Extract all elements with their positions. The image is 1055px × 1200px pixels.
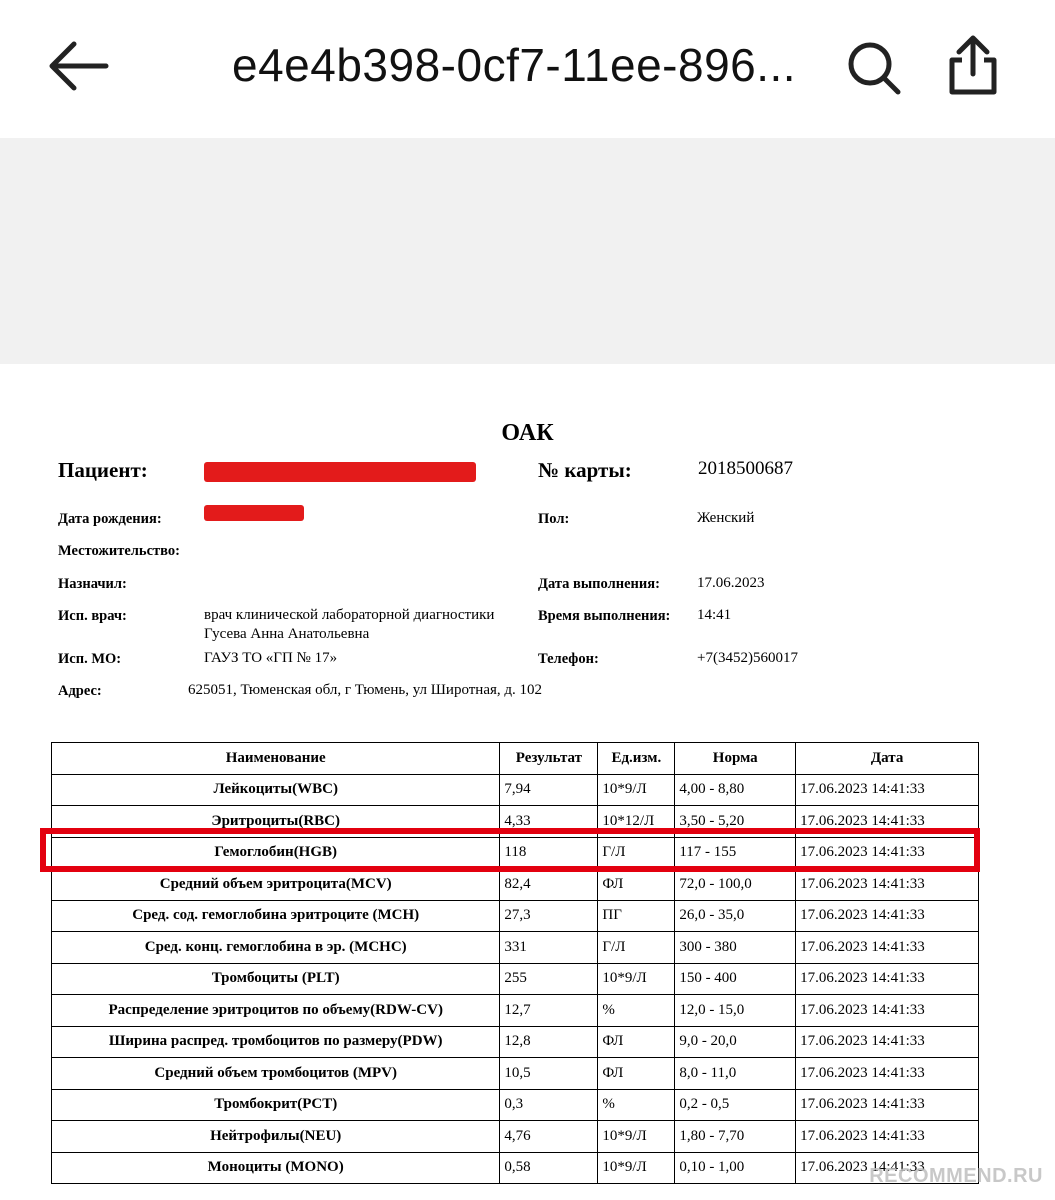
cell-result: 27,3 [500,900,598,932]
search-icon [842,36,906,100]
cell-unit: 10*9/Л [598,774,675,806]
doctor-value-line2: Гусева Анна Анатольевна [204,626,370,642]
exec-time-label: Время выполнения: [538,608,671,624]
document-page [0,364,1055,1200]
site-watermark: RECOMMEND.RU [869,1165,1043,1187]
prescribed-label: Назначил: [58,576,127,592]
cell-unit: % [598,1089,675,1121]
document-title: ОАК [501,420,554,446]
search-button[interactable] [842,36,906,100]
table-row [52,869,979,901]
exec-time-value: 14:41 [697,607,732,623]
cell-name: Сред. сод. гемоглобина эритроците (MCH) [52,900,500,932]
cell-result: 0,58 [500,1152,598,1184]
address-value: 625051, Тюменская обл, г Тюмень, ул Широтная, д. 102 [188,682,543,698]
cell-date: 17.06.2023 14:41:33 [796,995,979,1027]
share-button[interactable] [940,30,1006,100]
mo-value: ГАУЗ ТО «ГП № 17» [204,650,338,666]
cell-name: Ширина распред. тромбоцитов по размеру(PDW) [52,1026,500,1058]
cell-date: 17.06.2023 14:41:33 [796,1152,979,1184]
table-row [52,995,979,1027]
cell-date: 17.06.2023 14:41:33 [796,932,979,964]
cell-result: 255 [500,963,598,995]
cell-norm: 150 - 400 [675,963,796,995]
cell-name: Распределение эритроцитов по объему(RDW-CV) [52,995,500,1027]
cell-unit: 10*12/Л [598,806,675,838]
cell-name: Лейкоциты(WBC) [52,774,500,806]
sex-value: Женский [697,510,755,526]
cell-result: 4,76 [500,1121,598,1153]
share-icon [940,30,1006,100]
file-title: e4e4b398-0cf7-11ee-896... [232,39,797,91]
mo-label: Исп. МО: [58,651,122,667]
cell-norm: 26,0 - 35,0 [675,900,796,932]
card-value: 2018500687 [698,458,793,479]
redaction-patient [204,462,476,482]
cell-name: Моноциты (MONO) [52,1152,500,1184]
header-norm: Норма [675,743,796,775]
cell-unit: 10*9/Л [598,1152,675,1184]
cell-date: 17.06.2023 14:41:33 [796,1026,979,1058]
address-label: Адрес: [58,683,102,699]
table-header-row [52,743,979,775]
redaction-dob [204,505,304,521]
exec-date-value: 17.06.2023 [697,575,765,591]
cell-result: 12,7 [500,995,598,1027]
header-unit: Ед.изм. [598,743,675,775]
cell-date: 17.06.2023 14:41:33 [796,1058,979,1090]
dob-label: Дата рождения: [58,511,162,527]
cell-unit: Г/Л [598,837,675,869]
cell-unit: 10*9/Л [598,963,675,995]
preview-loading-band [0,138,1055,364]
cell-name: Эритроциты(RBC) [52,806,500,838]
cell-unit: Г/Л [598,932,675,964]
residence-label: Местожительство: [58,543,180,559]
cell-unit: ФЛ [598,1058,675,1090]
cell-date: 17.06.2023 14:41:33 [796,806,979,838]
cell-name: Средний объем тромбоцитов (MPV) [52,1058,500,1090]
header-date: Дата [796,743,979,775]
cell-norm: 3,50 - 5,20 [675,806,796,838]
cell-norm: 72,0 - 100,0 [675,869,796,901]
cell-date: 17.06.2023 14:41:33 [796,837,979,869]
arrow-left-icon [40,36,114,96]
results-table [51,742,979,1184]
cell-result: 12,8 [500,1026,598,1058]
cell-name: Сред. конц. гемоглобина в эр. (MCHC) [52,932,500,964]
cell-result: 4,33 [500,806,598,838]
cell-result: 118 [500,837,598,869]
cell-norm: 300 - 380 [675,932,796,964]
cell-name: Тромбоциты (PLT) [52,963,500,995]
cell-norm: 9,0 - 20,0 [675,1026,796,1058]
cell-result: 331 [500,932,598,964]
cell-date: 17.06.2023 14:41:33 [796,869,979,901]
header-result: Результат [500,743,598,775]
cell-unit: ПГ [598,900,675,932]
cell-unit: ФЛ [598,1026,675,1058]
cell-norm: 1,80 - 7,70 [675,1121,796,1153]
patient-label: Пациент: [58,458,148,482]
cell-name: Гемоглобин(HGB) [52,837,500,869]
card-label: № карты: [538,458,632,482]
table-row [52,932,979,964]
phone-value: +7(3452)560017 [697,650,798,666]
table-row [52,1152,979,1184]
phone-label: Телефон: [538,651,599,667]
cell-date: 17.06.2023 14:41:33 [796,963,979,995]
cell-date: 17.06.2023 14:41:33 [796,1121,979,1153]
cell-norm: 0,10 - 1,00 [675,1152,796,1184]
sex-label: Пол: [538,511,570,527]
cell-result: 10,5 [500,1058,598,1090]
cell-unit: ФЛ [598,869,675,901]
cell-norm: 4,00 - 8,80 [675,774,796,806]
cell-norm: 117 - 155 [675,837,796,869]
cell-unit: 10*9/Л [598,1121,675,1153]
table-row [52,1026,979,1058]
table-row [52,1089,979,1121]
cell-date: 17.06.2023 14:41:33 [796,900,979,932]
cell-result: 82,4 [500,869,598,901]
cell-date: 17.06.2023 14:41:33 [796,774,979,806]
cell-norm: 8,0 - 11,0 [675,1058,796,1090]
cell-unit: % [598,995,675,1027]
doctor-value-line1: врач клинической лабораторной диагностики [204,607,495,623]
table-row [52,900,979,932]
highlight-box-hemoglobin [40,828,980,872]
cell-norm: 12,0 - 15,0 [675,995,796,1027]
doctor-label: Исп. врач: [58,608,127,624]
cell-result: 0,3 [500,1089,598,1121]
table-row [52,1058,979,1090]
cell-name: Тромбокрит(PCT) [52,1089,500,1121]
app-bar [0,0,1055,135]
table-row [52,1121,979,1153]
cell-date: 17.06.2023 14:41:33 [796,1089,979,1121]
cell-name: Нейтрофилы(NEU) [52,1121,500,1153]
header-name: Наименование [52,743,500,775]
cell-result: 7,94 [500,774,598,806]
cell-name: Средний объем эритроцита(MCV) [52,869,500,901]
back-button[interactable] [40,36,114,96]
exec-date-label: Дата выполнения: [538,576,660,592]
cell-norm: 0,2 - 0,5 [675,1089,796,1121]
table-row [52,963,979,995]
table-row [52,774,979,806]
